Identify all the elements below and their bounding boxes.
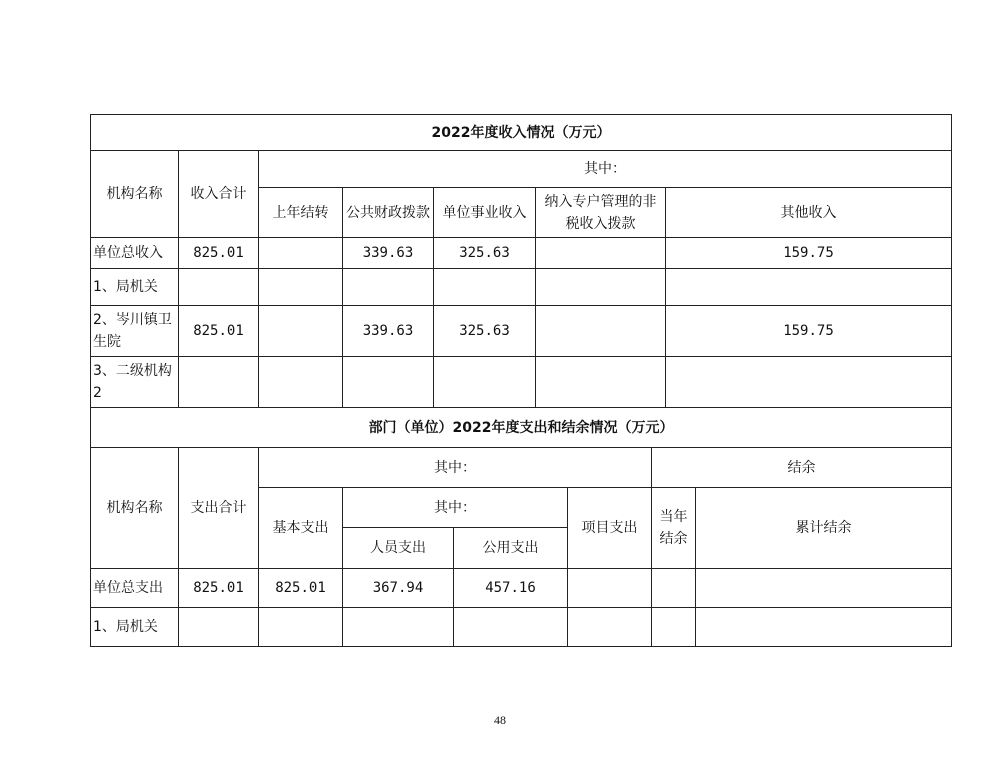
table-row <box>91 569 952 608</box>
table-row <box>91 608 952 647</box>
row-business: 325.63 <box>434 306 536 357</box>
expense-table <box>90 407 952 647</box>
row-current <box>652 569 696 608</box>
row-name: 1、局机关 <box>91 608 179 647</box>
income-title: 2022年度收入情况（万元） <box>91 115 952 151</box>
row-fiscal <box>343 269 434 306</box>
expense-header-public: 公用支出 <box>454 528 568 569</box>
row-basic: 825.01 <box>259 569 343 608</box>
row-total <box>179 357 259 408</box>
row-basic <box>259 608 343 647</box>
row-other: 159.75 <box>666 306 952 357</box>
row-accum <box>696 569 952 608</box>
income-header-carryover: 上年结转 <box>259 188 343 238</box>
row-other <box>666 357 952 408</box>
income-table <box>90 114 952 408</box>
row-personnel: 367.94 <box>343 569 454 608</box>
row-business <box>434 269 536 306</box>
row-current <box>652 608 696 647</box>
income-header-of-which: 其中： <box>259 151 952 188</box>
table-row <box>91 269 952 306</box>
expense-header-current-year: 当年结余 <box>652 488 696 569</box>
row-carryover <box>259 238 343 269</box>
row-personnel <box>343 608 454 647</box>
expense-header-personnel: 人员支出 <box>343 528 454 569</box>
row-total <box>179 269 259 306</box>
expense-header-basic: 基本支出 <box>259 488 343 569</box>
row-name: 3、二级机构2 <box>91 357 179 408</box>
row-accum <box>696 608 952 647</box>
row-nontax <box>536 357 666 408</box>
row-other <box>666 269 952 306</box>
row-fiscal: 339.63 <box>343 306 434 357</box>
income-header-fiscal: 公共财政拨款 <box>343 188 434 238</box>
row-project <box>568 608 652 647</box>
table-row <box>91 306 952 357</box>
income-header-org: 机构名称 <box>91 151 179 238</box>
row-fiscal: 339.63 <box>343 238 434 269</box>
income-header-business: 单位事业收入 <box>434 188 536 238</box>
expense-header-of-which-sub: 其中： <box>343 488 568 528</box>
row-carryover <box>259 306 343 357</box>
expense-header-of-which: 其中： <box>259 448 652 488</box>
expense-header-org: 机构名称 <box>91 448 179 569</box>
row-project <box>568 569 652 608</box>
row-name: 2、岑川镇卫生院 <box>91 306 179 357</box>
row-total: 825.01 <box>179 306 259 357</box>
row-nontax <box>536 238 666 269</box>
row-total: 825.01 <box>179 569 259 608</box>
income-header-other: 其他收入 <box>666 188 952 238</box>
row-total <box>179 608 259 647</box>
row-name: 单位总收入 <box>91 238 179 269</box>
table-row <box>91 357 952 408</box>
expense-header-balance: 结余 <box>652 448 952 488</box>
row-name: 1、局机关 <box>91 269 179 306</box>
income-header-nontax: 纳入专户管理的非税收入拨款 <box>536 188 666 238</box>
expense-header-project: 项目支出 <box>568 488 652 569</box>
page-number: 48 <box>494 713 506 727</box>
expense-header-accumulated: 累计结余 <box>696 488 952 569</box>
expense-header-total: 支出合计 <box>179 448 259 569</box>
row-carryover <box>259 357 343 408</box>
row-business: 325.63 <box>434 238 536 269</box>
row-total: 825.01 <box>179 238 259 269</box>
income-header-total: 收入合计 <box>179 151 259 238</box>
row-fiscal <box>343 357 434 408</box>
row-business <box>434 357 536 408</box>
row-public <box>454 608 568 647</box>
row-other: 159.75 <box>666 238 952 269</box>
row-name: 单位总支出 <box>91 569 179 608</box>
expense-title: 部门（单位）2022年度支出和结余情况（万元） <box>91 408 952 448</box>
table-row <box>91 238 952 269</box>
row-public: 457.16 <box>454 569 568 608</box>
row-carryover <box>259 269 343 306</box>
row-nontax <box>536 269 666 306</box>
row-nontax <box>536 306 666 357</box>
